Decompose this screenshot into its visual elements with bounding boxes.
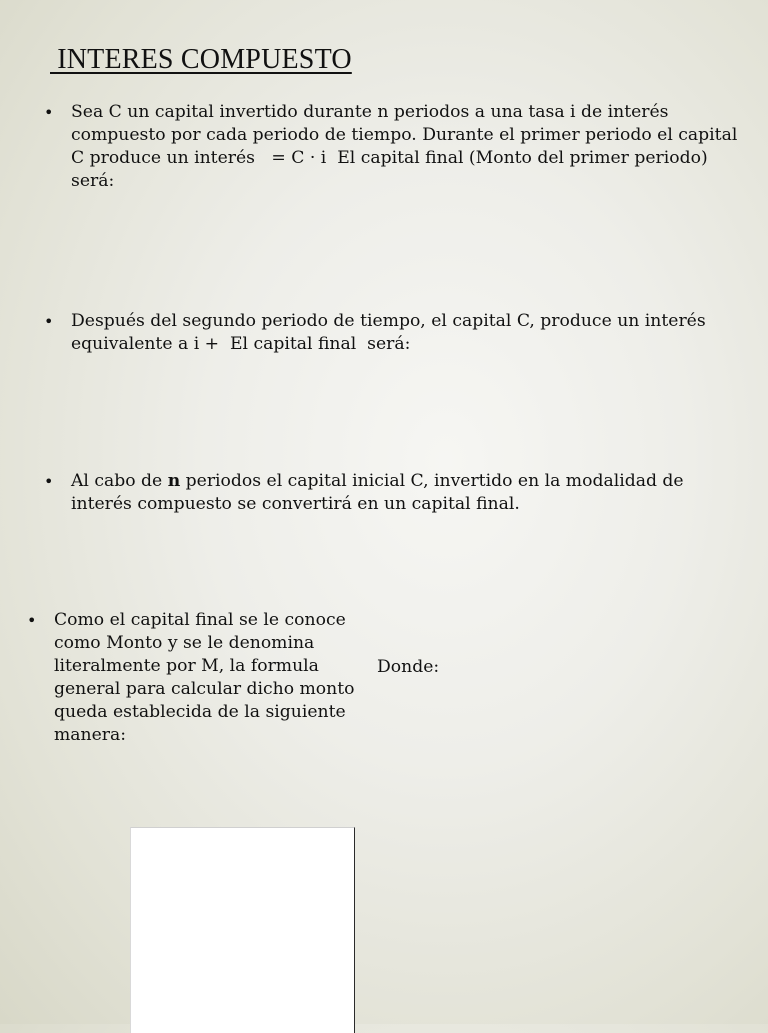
bullet-dot: • — [27, 611, 37, 630]
slide-title: INTERES COMPUESTO — [50, 44, 352, 75]
bullet-line: C produce un interés = C · i El capital final (Monto del primer periodo) — [71, 148, 708, 168]
formula-image-box — [130, 827, 355, 1033]
text-run: Al cabo de — [71, 471, 168, 491]
bullet-line: general para calcular dicho monto — [54, 679, 355, 699]
donde-label: Donde: — [377, 657, 440, 677]
bullet-line: Sea C un capital invertido durante n periodos a una tasa i de interés — [71, 102, 669, 122]
bullet-capital-invertido — [44, 101, 738, 193]
bullet-line: como Monto y se le denomina — [54, 633, 315, 653]
bullet-line: Después del segundo periodo de tiempo, el capital C, produce un interés — [71, 311, 706, 331]
bullet-dot: • — [44, 103, 54, 122]
text-run: interés compuesto se convertirá en un capital final. — [71, 494, 520, 514]
bullet-line — [71, 493, 684, 516]
bullet-formula-monto — [27, 609, 355, 747]
bullet-line: será: — [71, 171, 115, 191]
bullet-line: manera: — [54, 725, 127, 745]
variable-n: n — [167, 471, 181, 491]
bullet-line: equivalente a i + El capital final será: — [71, 334, 411, 354]
bullet-line: Como el capital final se le conoce — [54, 610, 346, 630]
bullet-dot: • — [44, 312, 54, 331]
bullet-line: compuesto por cada periodo de tiempo. Durante el primer periodo el capital — [71, 125, 738, 145]
bullet-n-periodos — [44, 470, 684, 516]
text-run: periodos el capital inicial C, invertido en la modalidad de — [180, 471, 684, 491]
bullet-line: queda establecida de la siguiente — [54, 702, 346, 722]
bullet-segundo-periodo — [44, 310, 706, 356]
bullet-line — [71, 470, 684, 493]
bullet-dot: • — [44, 472, 54, 491]
bullet-line: literalmente por M, la formula — [54, 656, 319, 676]
